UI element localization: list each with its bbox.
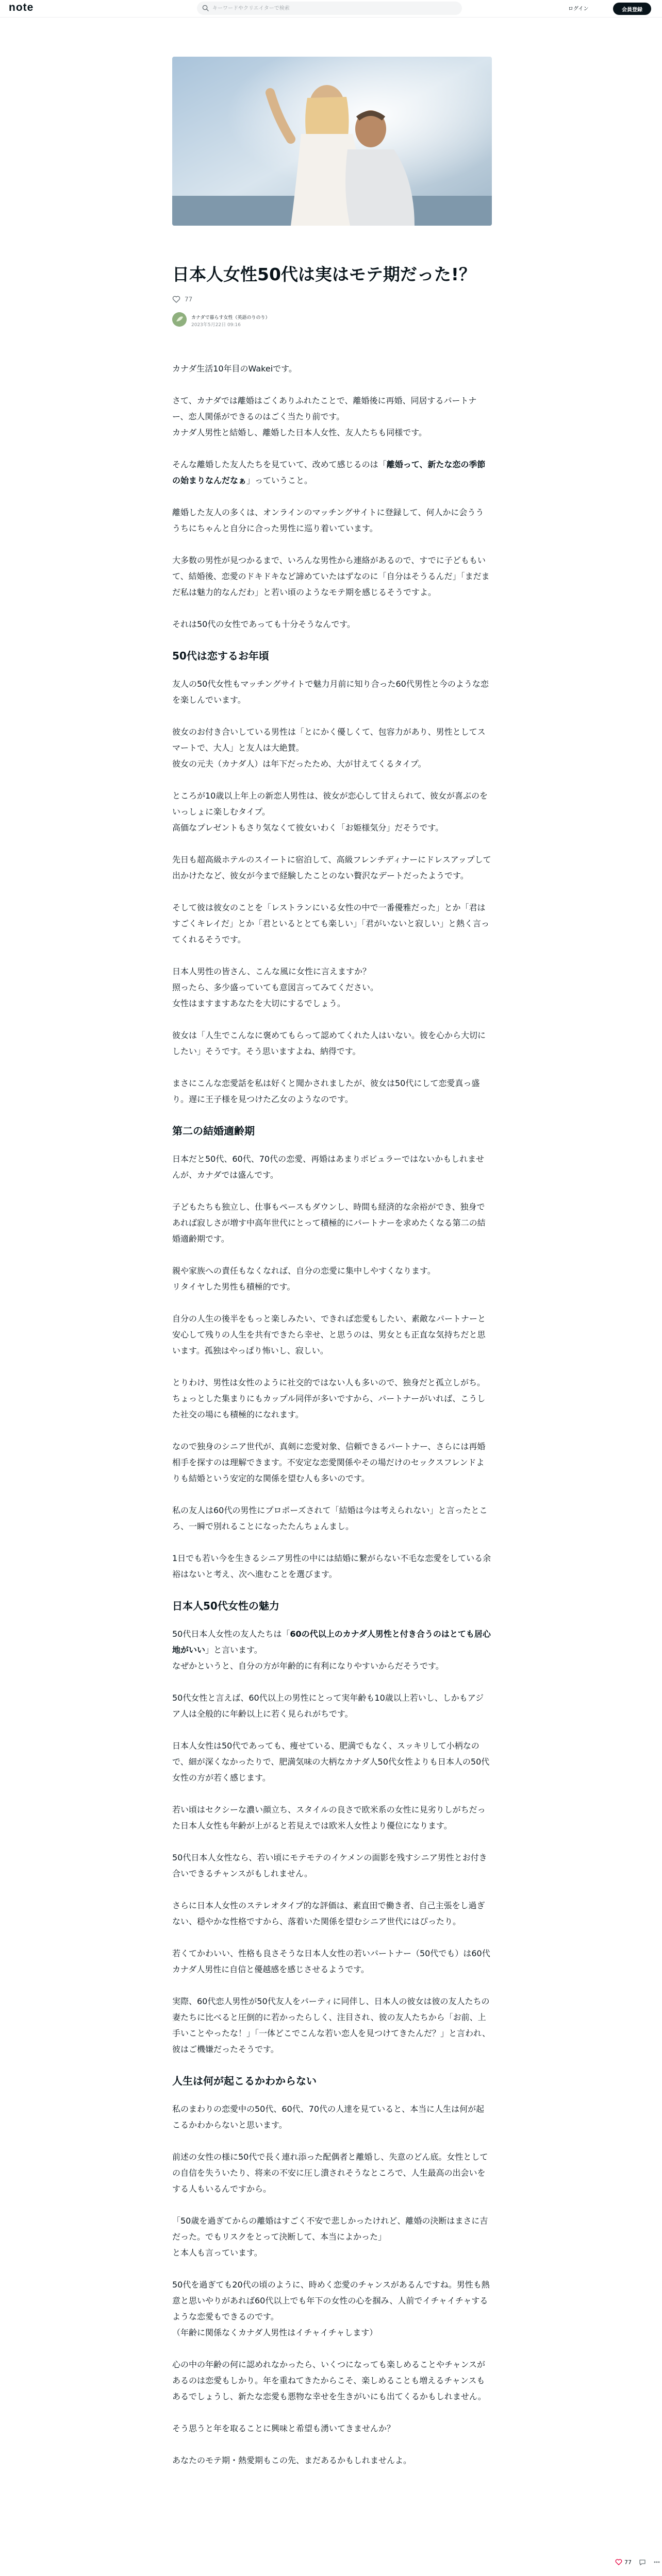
share-icon[interactable] [653, 2558, 660, 2566]
paragraph: 先日も超高級ホテルのスイートに宿泊して、高級フレンチディナーにドレスアップして出かけたなど、彼女が今まで経験したことのない贅沢なデートだったようです。 [172, 855, 491, 880]
paragraph: カナダ生活10年目のWakeiです。 [172, 364, 297, 374]
paragraph: あなたのモテ期・熱愛期もこの先、まだあるかもしれませんよ。 [172, 2455, 412, 2465]
like-row [172, 294, 192, 304]
section-heading: 第二の結婚適齢期 [172, 1125, 255, 1137]
paragraph: そして彼は彼女のことを「レストランにいる女性の中で一番優雅だった」とか「君はすごくキレイだ」とか「君といるととても楽しい」「君がいないと寂しい」と熱く言ってくれるそうです。 [172, 903, 490, 944]
article-body [172, 361, 492, 2484]
paragraph: 1日でも若い今を生きるシニア男性の中には結婚に繋がらない不毛な恋愛をしている余裕はないと考え、次へ進むことを選びます。 [172, 1553, 491, 1579]
paragraph: そう思うと年を取ることに興味と希望も湧いてきませんか？ [172, 2424, 395, 2433]
paragraph: 大多数の男性が見つかるまで、いろんな男性から連絡があるので、すでに子どももいて、結婚後、恋愛のドキドキなど諦めていたはずなのに「自分はそうるんだ」「まだまだ私は魅力的なんだわ」と若い頃のようなモテ期を感じるそうですよ。 [172, 555, 490, 597]
leaf-icon [172, 312, 187, 327]
paragraph: 心の中の年齢の何に認めれなかったら、いくつになっても楽しめることやチャンスがあるのは恋愛もしかり。年を重ねてきたからこそ、楽しめることも増えるチャンスもあるでしょうし、新たな恋愛も悪物な幸せを生きがいにも出てくるかもしれません。 [172, 2360, 486, 2401]
paragraph: 実際、60代恋人男性が50代友人をパーティに同伴し、日本人の彼女は彼の友人たちの妻たちに比べると圧倒的に若かったらしく、注目され、彼の友人たちから「お前、上手いことやったな！」「一体どこでこんな若い恋人を見つけてきたんだ？」と言われ、彼はご機嫌だったそうです。 [172, 1996, 490, 2054]
article-title: 日本人女性50代は実はモテ期だった!？ [172, 264, 476, 284]
paragraph: 前述の女性の様に50代で長く連れ添った配偶者と離婚し、失意のどん底。女性としての自信を失ういたり、将来の不安に圧し潰されそうなところで、人生最高の出会いをする人もいるんですから。 [172, 2152, 488, 2194]
paragraph: 彼女は「人生でこんなに褒めてもらって認めてくれた人はいない。彼を心から大切にしたい」そうです。そう思いますよね、納得です。 [172, 1030, 486, 1056]
search-icon [202, 5, 209, 11]
paragraph: 50代日本人女性の友人たちは「60の代以上のカナダ人男性と付き合うのはとても居心地がいい」と言います。 なぜかというと、自分の方が年齢的に有利になりやすいからだそうです。 [172, 1629, 491, 1671]
author-name[interactable]: カナダで暮らす女性（英語のりのり） [191, 315, 270, 320]
site-header [0, 0, 662, 18]
paragraph: 子どもたちも独立し、仕事もペースもダウンし、時間も経済的な余裕ができ、独身であれば寂しさが増す中高年世代にとって積極的にパートナーを求めたくなる第二の結婚適齢期です。 [172, 1202, 486, 1244]
paragraph: 50代日本人女性なら、若い頃にモテモテのイケメンの面影を残すシニア男性とお付き合いできるチャンスがもしれません。 [172, 1853, 487, 1878]
paragraph: 離婚した友人の多くは、オンラインのマッチングサイトに登録して、何人かに会うううちにちゃんと自分に合った男性に巡り着いています。 [172, 507, 484, 533]
section-heading: 人生は何が起こるかわからない [172, 2075, 317, 2087]
paragraph: 若い頃はセクシーな濃い顔立ち、スタイルの良さで欧米系の女性に見劣りしがちだった日本人女性も年齢が上がると若見えでは欧米人女性より優位になります。 [172, 1805, 486, 1831]
paragraph: 日本だと50代、60代、70代の恋愛、再婚はあまりポピュラーではないかもしれませんが、カナダでは盛んです。 [172, 1154, 485, 1180]
paragraph: そんな離婚した友人たちを見ていて、改めて感じるのは「離婚って、新たな恋の季節の始まりなんだなぁ」っていうこと。 [172, 460, 486, 485]
paragraph: それは50代の女性であっても十分そうなんです。 [172, 619, 355, 629]
search-box[interactable] [197, 2, 462, 15]
author-avatar[interactable] [172, 312, 187, 327]
section-heading: 日本人50代女性の魅力 [172, 1600, 279, 1612]
comment-icon[interactable] [639, 2558, 646, 2566]
emphasis-text: 離婚って、新たな恋の季節の始まりなんだなぁ [172, 460, 486, 485]
paragraph: さらに日本人女性のステレオタイプ的な評価は、素直田で働き者、自己主張をし過ぎない、穏やかな性格ですから、落着いた関係を望むシニア世代にはぴったり。 [172, 1901, 485, 1926]
paragraph: 「50歳を過ぎてからの離婚はすごく不安で悲しかったけれど、離婚の決断はまさに吉だった。でもリスクをとって決断して、本当によかった」 と本人も言っています。 [172, 2216, 488, 2258]
paragraph: 日本人男性の皆さん、こんな風に女性に言えますか？ 照ったら、多少盛っていても意図言ってみてください。 女性はますますあなたを大切にするでしょう。 [172, 967, 379, 1008]
heart-icon[interactable] [615, 2558, 622, 2566]
paragraph: 親や家族への責任もなくなれば、自分の恋愛に集中しやすくなります。 リタイヤした男性も積極的です。 [172, 1266, 436, 1292]
paragraph: ところが10歳以上年上の新恋人男性は、彼女が恋心して甘えられて、彼女が喜ぶのをいっしょに楽しむタイプ。 高価なプレゼントもさり気なくて彼女いわく「お姫様気分」だそうです。 [172, 791, 488, 833]
floating-like[interactable] [615, 2558, 632, 2566]
paragraph: 私の友人は60代の男性にプロポーズされて「結婚は今は考えられない」と言ったところ、一瞬で別れることになったたんちょんまし。 [172, 1505, 488, 1531]
paragraph: まさにこんな恋愛話を私は好くと聞かされましたが、彼女は50代にして恋愛真っ盛り。遅に王子様を見つけた乙女のようなのです。 [172, 1078, 480, 1104]
paragraph: 自分の人生の後半をもっと楽しみたい、できれば恋愛もしたい、素敵なパートナーと安心して残りの人生を共有できたら幸せ、と思うのは、男女とも正直な気持ちだと思います。孤独はやっぱり怖いし、寂しい。 [172, 1314, 486, 1355]
note-logo[interactable]: note [9, 2, 34, 13]
paragraph: 50代を過ぎても20代の頃のように、時めく恋愛のチャンスがあるんですね。男性も熱意と思いやりがあれば60代以上でも年下の女性の心を掴み、人前でイチャイチャするような恋愛もできるのです。 （年齢に関係なくカナダ人男性はイチャイチャします） [172, 2280, 490, 2337]
search-input[interactable] [212, 3, 455, 13]
login-link[interactable]: ログイン [568, 6, 589, 12]
paragraph: 友人の50代女性もマッチングサイトで魅力月前に知り合った60代男性と今のような恋を楽しんでいます。 [172, 679, 489, 705]
paragraph: なので独身のシニア世代が、真剣に恋愛対象、信頼できるパートナー、さらには再婚相手を探すのは理解できます。不安定な恋愛関係やその場だけのセックスフレンドよりも結婚という安定的な関係を望む人も多いのです。 [172, 1442, 486, 1483]
hero-image [172, 57, 492, 226]
heart-icon[interactable] [172, 295, 180, 303]
like-count[interactable]: 77 [185, 296, 193, 303]
floating-like-count[interactable]: 77 [624, 2558, 632, 2566]
emphasis-text: 60の代以上のカナダ人男性と付き合うのはとても居心地がいい [172, 1629, 491, 1655]
paragraph: 日本人女性は50代であっても、痩せている、肥満でもなく、スッキリして小柄なので、細が深くなかったりで、肥満気味の大柄なカナダ人50代女性よりも日本人の50代女性の方が若く感じます。 [172, 1741, 490, 1783]
paragraph: 若くてかわいい、性格も良さそうな日本人女性の若いパートナー（50代でも）は60代カナダ人男性に自信と優越感を感じさせるようです。 [172, 1948, 490, 1974]
floating-actions [615, 2558, 660, 2566]
section-heading: 50代は恋するお年頃 [172, 650, 269, 662]
paragraph: 彼女のお付き合いしている男性は「とにかく優しくて、包容力があり、男性としてスマートで、大人」と友人は大絶賛。 彼女の元夫（カナダ人）は年下だったため、大が甘えてくるタイプ。 [172, 727, 486, 769]
paragraph: さて、カナダでは離婚はごくありふれたことで、離婚後に再婚、同居するパートナー、恋人関係ができるのはごく当たり前です。 カナダ人男性と結婚し、離婚した日本人女性、友人たちも同様です。 [172, 396, 477, 437]
post-date: 2023年5月22日 09:16 [191, 323, 241, 328]
paragraph: 50代女性と言えば、60代以上の男性にとって実年齢も10歳以上若いし、しかもアジア人は全般的に年齢以上に若く見られがちです。 [172, 1693, 484, 1719]
paragraph: 私のまわりの恋愛中の50代、60代、70代の人達を見ていると、本当に人生は何が起こるかわからないと思います。 [172, 2104, 485, 2130]
couple-photo [172, 57, 492, 226]
paragraph: とりわけ、男性は女性のように社交的ではない人も多いので、独身だと孤立しがち。ちょっとした集まりにもカップル同伴が多いですから、パートナーがいれば、こうした社交の場にも積極的になれます。 [172, 1378, 486, 1419]
signup-button[interactable]: 会員登録 [613, 3, 651, 15]
